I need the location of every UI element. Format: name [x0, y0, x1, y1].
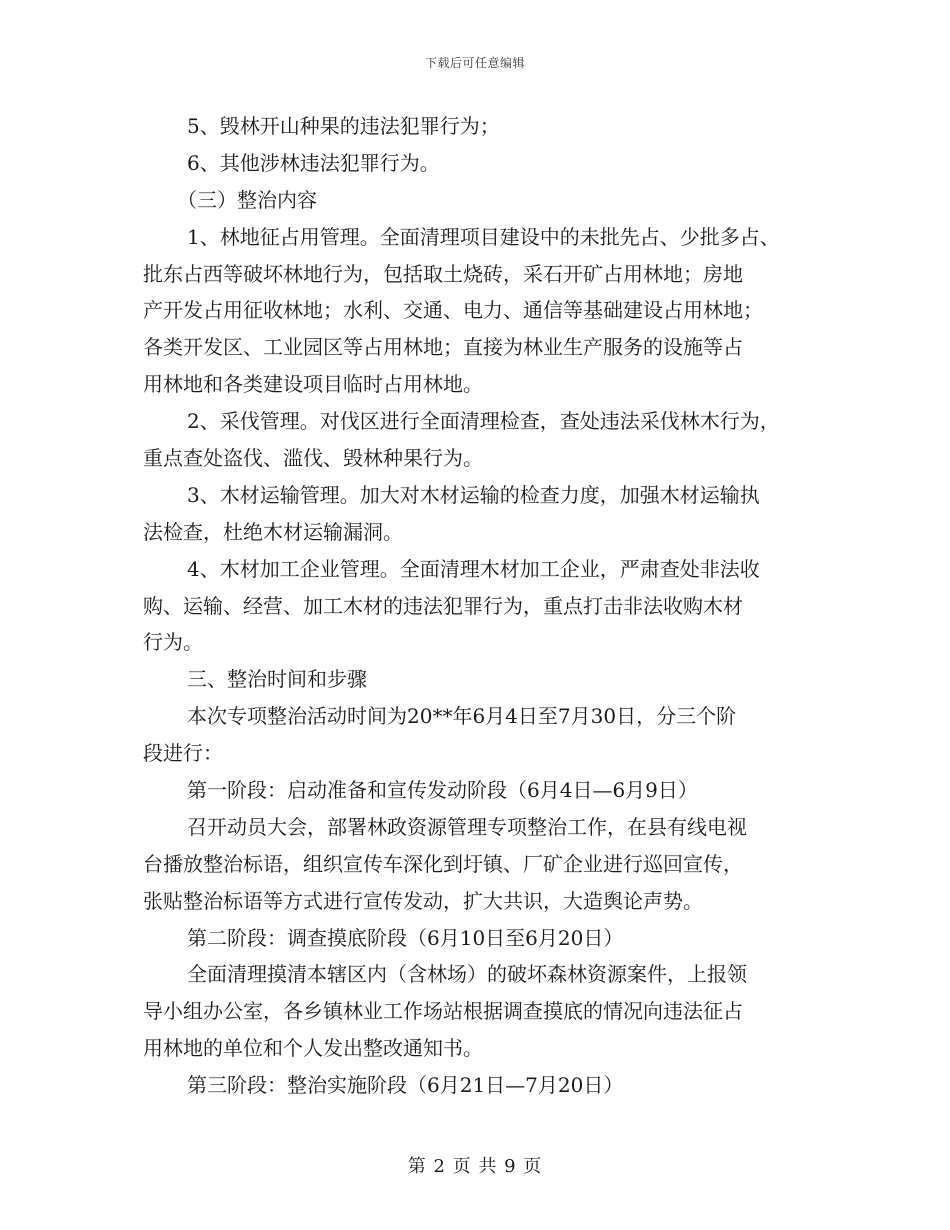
text-line: 导小组办公室，各乡镇林业工作场站根据调查摸底的情况向违法征占: [143, 999, 743, 1024]
text-line: 批东占西等破坏林地行为，包括取土烧砖，采石开矿占用林地；房地: [143, 261, 743, 286]
text-line: 用林地的单位和个人发出整改通知书。: [143, 1036, 483, 1061]
text-line: 行为。: [143, 630, 203, 655]
text-line: 法检查，杜绝木材运输漏洞。: [143, 519, 403, 544]
text-line: 台播放整治标语，组织宣传车深化到圩镇、厂矿企业进行巡回宣传，: [143, 851, 743, 876]
text-line: 购、运输、经营、加工木材的违法犯罪行为，重点打击非法收购木材: [143, 593, 743, 618]
text-line: 第三阶段：整治实施阶段（6月21日—7月20日）: [187, 1073, 624, 1098]
text-line: 3、木材运输管理。加大对木材运输的检查力度，加强木材运输执: [187, 482, 760, 507]
text-line: 各类开发区、工业园区等占用林地；直接为林业生产服务的设施等占: [143, 335, 743, 360]
section-heading: （三）整治内容: [177, 187, 317, 212]
text-line: 1、林地征占用管理。全面清理项目建设中的未批先占、少批多占、: [187, 224, 780, 249]
section-heading: 三、整治时间和步骤: [187, 667, 367, 692]
text-line: 召开动员大会，部署林政资源管理专项整治工作，在县有线电视: [187, 814, 747, 839]
text-line: 5、毁林开山种果的违法犯罪行为；: [187, 114, 500, 138]
text-line: 第一阶段：启动准备和宣传发动阶段（6月4日—6月9日）: [187, 778, 698, 803]
text-line: 重点查处盗伐、滥伐、毁林种果行为。: [143, 446, 483, 471]
text-line: 本次专项整治活动时间为20**年6月4日至7月30日，分三个阶: [187, 704, 737, 729]
text-line: 第二阶段：调查摸底阶段（6月10日至6月20日）: [187, 925, 624, 950]
text-line: 2、采伐管理。对伐区进行全面清理检查，查处违法采伐林木行为，: [187, 409, 780, 434]
page-footer: 第 2 页 共 9 页: [407, 1156, 543, 1177]
text-line: 全面清理摸清本辖区内（含林场）的破坏森林资源案件，上报领: [187, 962, 747, 987]
text-line: 段进行：: [143, 741, 223, 766]
text-line: 张贴整治标语等方式进行宣传发动，扩大共识，大造舆论声势。: [143, 888, 703, 913]
text-line: 用林地和各类建设项目临时占用林地。: [143, 372, 483, 397]
text-line: 6、其他涉林违法犯罪行为。: [187, 150, 440, 175]
text-line: 产开发占用征收林地；水利、交通、电力、通信等基础建设占用林地；: [143, 298, 763, 323]
body-text: [143, 108, 823, 1104]
page-header: 下载后可任意编辑: [424, 56, 525, 70]
text-line: 4、木材加工企业管理。全面清理木材加工企业，严肃查处非法收: [187, 556, 760, 581]
